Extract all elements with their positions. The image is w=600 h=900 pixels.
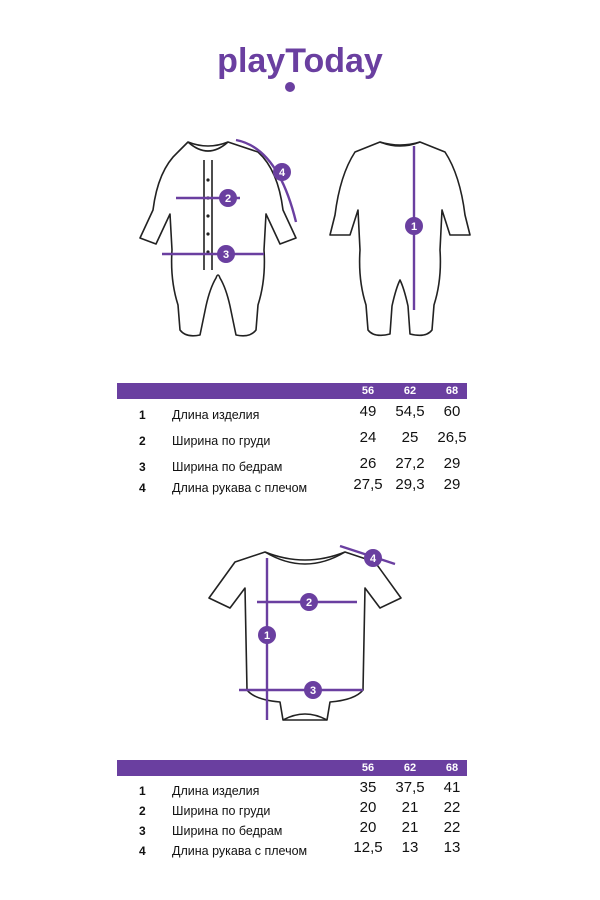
cell-value: 22 (443, 819, 461, 836)
table-row (117, 839, 467, 861)
row-number: 4 (139, 844, 146, 858)
row-label: Ширина по бедрам (172, 460, 283, 474)
brand-logo (0, 40, 600, 96)
row-label: Длина рукава с плечом (172, 481, 308, 495)
bodysuit-illustration (205, 540, 405, 730)
cell-value: 13 (443, 839, 461, 856)
cell-value: 22 (443, 799, 461, 816)
size-header: 62 (403, 385, 417, 397)
row-number: 2 (139, 434, 146, 448)
cell-value: 29 (443, 455, 461, 472)
cell-value: 26 (359, 455, 377, 472)
table-row (117, 476, 467, 498)
marker-label: 3 (222, 249, 230, 261)
size-table-bodysuit (117, 760, 467, 858)
cell-value: 27,2 (395, 455, 425, 472)
cell-value: 49 (359, 403, 377, 420)
cell-value: 29,3 (395, 476, 425, 493)
marker-label: 4 (369, 553, 377, 565)
cell-value: 26,5 (437, 429, 467, 446)
cell-value: 24 (359, 429, 377, 446)
size-table-sleepsuit (117, 383, 467, 495)
cell-value: 12,5 (353, 839, 383, 856)
table-row (117, 819, 467, 841)
row-number: 4 (139, 481, 146, 495)
table-row (117, 779, 467, 801)
table-header (117, 383, 467, 399)
cell-value: 29 (443, 476, 461, 493)
cell-value: 60 (443, 403, 461, 420)
cell-value: 35 (359, 779, 377, 796)
size-header: 62 (403, 762, 417, 774)
logo-text: playToday (217, 42, 383, 80)
row-number: 3 (139, 824, 146, 838)
row-number: 1 (139, 408, 146, 422)
marker-label: 3 (309, 685, 317, 697)
marker-label: 1 (410, 221, 418, 233)
sleepsuit-front-illustration (118, 130, 318, 345)
row-label: Длина изделия (172, 408, 260, 422)
table-header (117, 760, 467, 776)
size-header: 56 (361, 385, 375, 397)
cell-value: 20 (359, 819, 377, 836)
cell-value: 25 (401, 429, 419, 446)
row-number: 1 (139, 784, 146, 798)
marker-label: 1 (263, 630, 271, 642)
row-label: Ширина по бедрам (172, 824, 283, 838)
marker-label: 2 (224, 193, 232, 205)
row-number: 2 (139, 804, 146, 818)
table-row (117, 403, 467, 425)
logo-graphic (200, 40, 400, 96)
row-label: Ширина по груди (172, 804, 271, 818)
size-header: 56 (361, 762, 375, 774)
size-header: 68 (445, 385, 459, 397)
cell-value: 27,5 (353, 476, 383, 493)
cell-value: 37,5 (395, 779, 425, 796)
sleepsuit-back-illustration (310, 130, 490, 345)
marker-label: 2 (305, 597, 313, 609)
logo-dot-icon (285, 82, 295, 92)
table-row (117, 429, 467, 451)
row-number: 3 (139, 460, 146, 474)
size-header: 68 (445, 762, 459, 774)
cell-value: 20 (359, 799, 377, 816)
cell-value: 13 (401, 839, 419, 856)
cell-value: 21 (401, 819, 419, 836)
cell-value: 41 (443, 779, 461, 796)
row-label: Длина рукава с плечом (172, 844, 308, 858)
cell-value: 54,5 (395, 403, 425, 420)
table-row (117, 455, 467, 477)
table-row (117, 799, 467, 821)
row-label: Ширина по груди (172, 434, 271, 448)
row-label: Длина изделия (172, 784, 260, 798)
marker-label: 4 (278, 167, 286, 179)
cell-value: 21 (401, 799, 419, 816)
